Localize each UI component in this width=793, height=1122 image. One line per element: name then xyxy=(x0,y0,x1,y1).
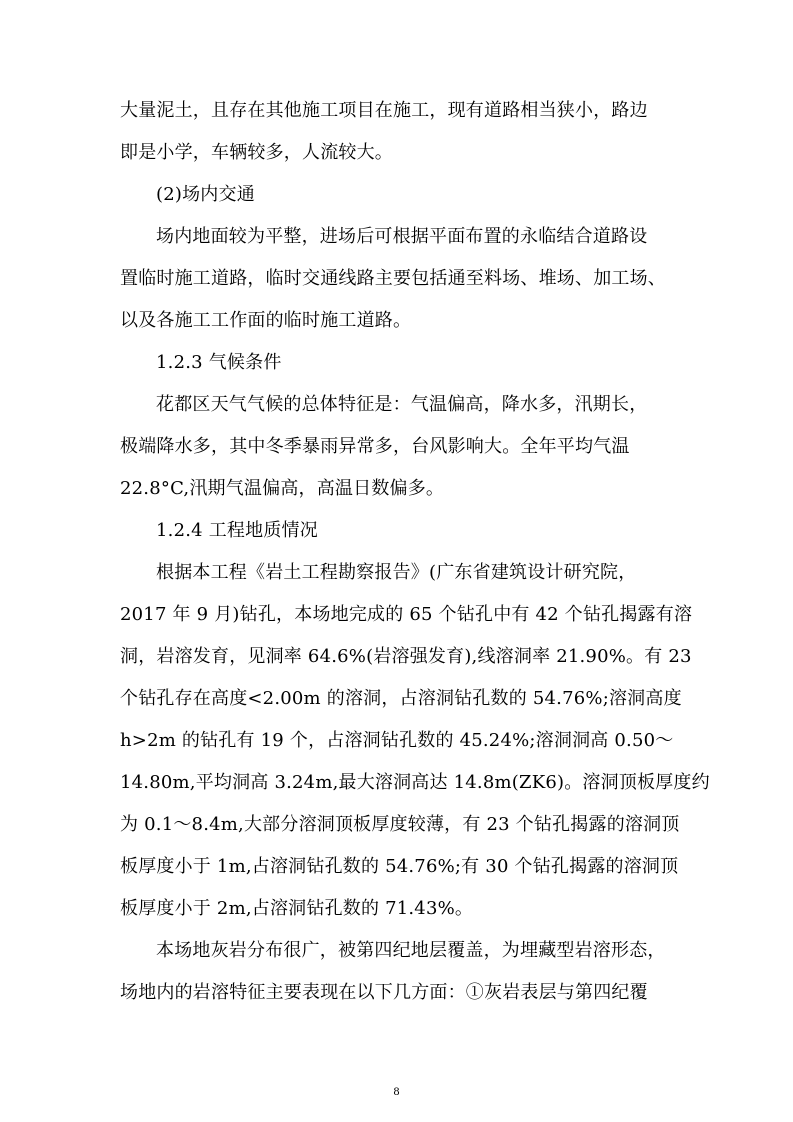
page-number: 8 xyxy=(393,1084,400,1098)
section-heading: (2)场内交通 xyxy=(156,184,255,205)
text-line: 置临时施工道路，临时交通线路主要包括通至料场、堆场、加工场、 xyxy=(120,268,666,289)
text-line: 为 0.1～8.4m,大部分溶洞顶板厚度较薄，有 23 个钻孔揭露的溶洞顶 xyxy=(120,814,680,835)
text-line: 以及各施工工作面的临时施工道路。 xyxy=(120,310,412,331)
text-line: 大量泥土，且存在其他施工项目在施工，现有道路相当狭小，路边 xyxy=(120,100,648,121)
text-line: 本场地灰岩分布很广，被第四纪地层覆盖，为埋藏型岩溶形态， xyxy=(156,940,666,961)
text-line: h>2m 的钻孔有 19 个，占溶洞钻孔数的 45.24%;溶洞洞高 0.50～ xyxy=(120,730,674,751)
text-line: 板厚度小于 1m,占溶洞钻孔数的 54.76%;有 30 个钻孔揭露的溶洞顶 xyxy=(120,856,679,877)
text-line: 14.80m,平均洞高 3.24m,最大溶洞高达 14.8m(ZK6)。溶洞顶板厚度约 xyxy=(120,772,710,793)
section-heading: 1.2.3 气候条件 xyxy=(156,352,282,373)
text-line: 场地内的岩溶特征主要表现在以下几方面：①灰岩表层与第四纪覆 xyxy=(120,982,648,1003)
text-line: 2017 年 9 月)钻孔，本场地完成的 65 个钻孔中有 42 个钻孔揭露有溶 xyxy=(120,604,693,625)
text-line: 22.8°C,汛期气温偏高，高温日数偏多。 xyxy=(120,478,445,499)
section-heading: 1.2.4 工程地质情况 xyxy=(156,520,318,541)
text-line: 即是小学，车辆较多，人流较大。 xyxy=(120,142,393,163)
text-line: 花都区天气气候的总体特征是：气温偏高，降水多，汛期长， xyxy=(156,394,648,415)
text-line: 极端降水多，其中冬季暴雨异常多，台风影响大。全年平均气温 xyxy=(120,436,630,457)
text-line: 个钻孔存在高度<2.00m 的溶洞，占溶洞钻孔数的 54.76%;溶洞高度 xyxy=(120,688,682,709)
text-line: 根据本工程《岩土工程勘察报告》(广东省建筑设计研究院， xyxy=(156,562,637,583)
text-line: 场内地面较为平整，进场后可根据平面布置的永临结合道路设 xyxy=(156,226,648,247)
text-line: 板厚度小于 2m,占溶洞钻孔数的 71.43%。 xyxy=(120,898,474,919)
text-line: 洞，岩溶发育，见洞率 64.6%(岩溶强发育),线溶洞率 21.90%。有 23 xyxy=(120,646,692,667)
